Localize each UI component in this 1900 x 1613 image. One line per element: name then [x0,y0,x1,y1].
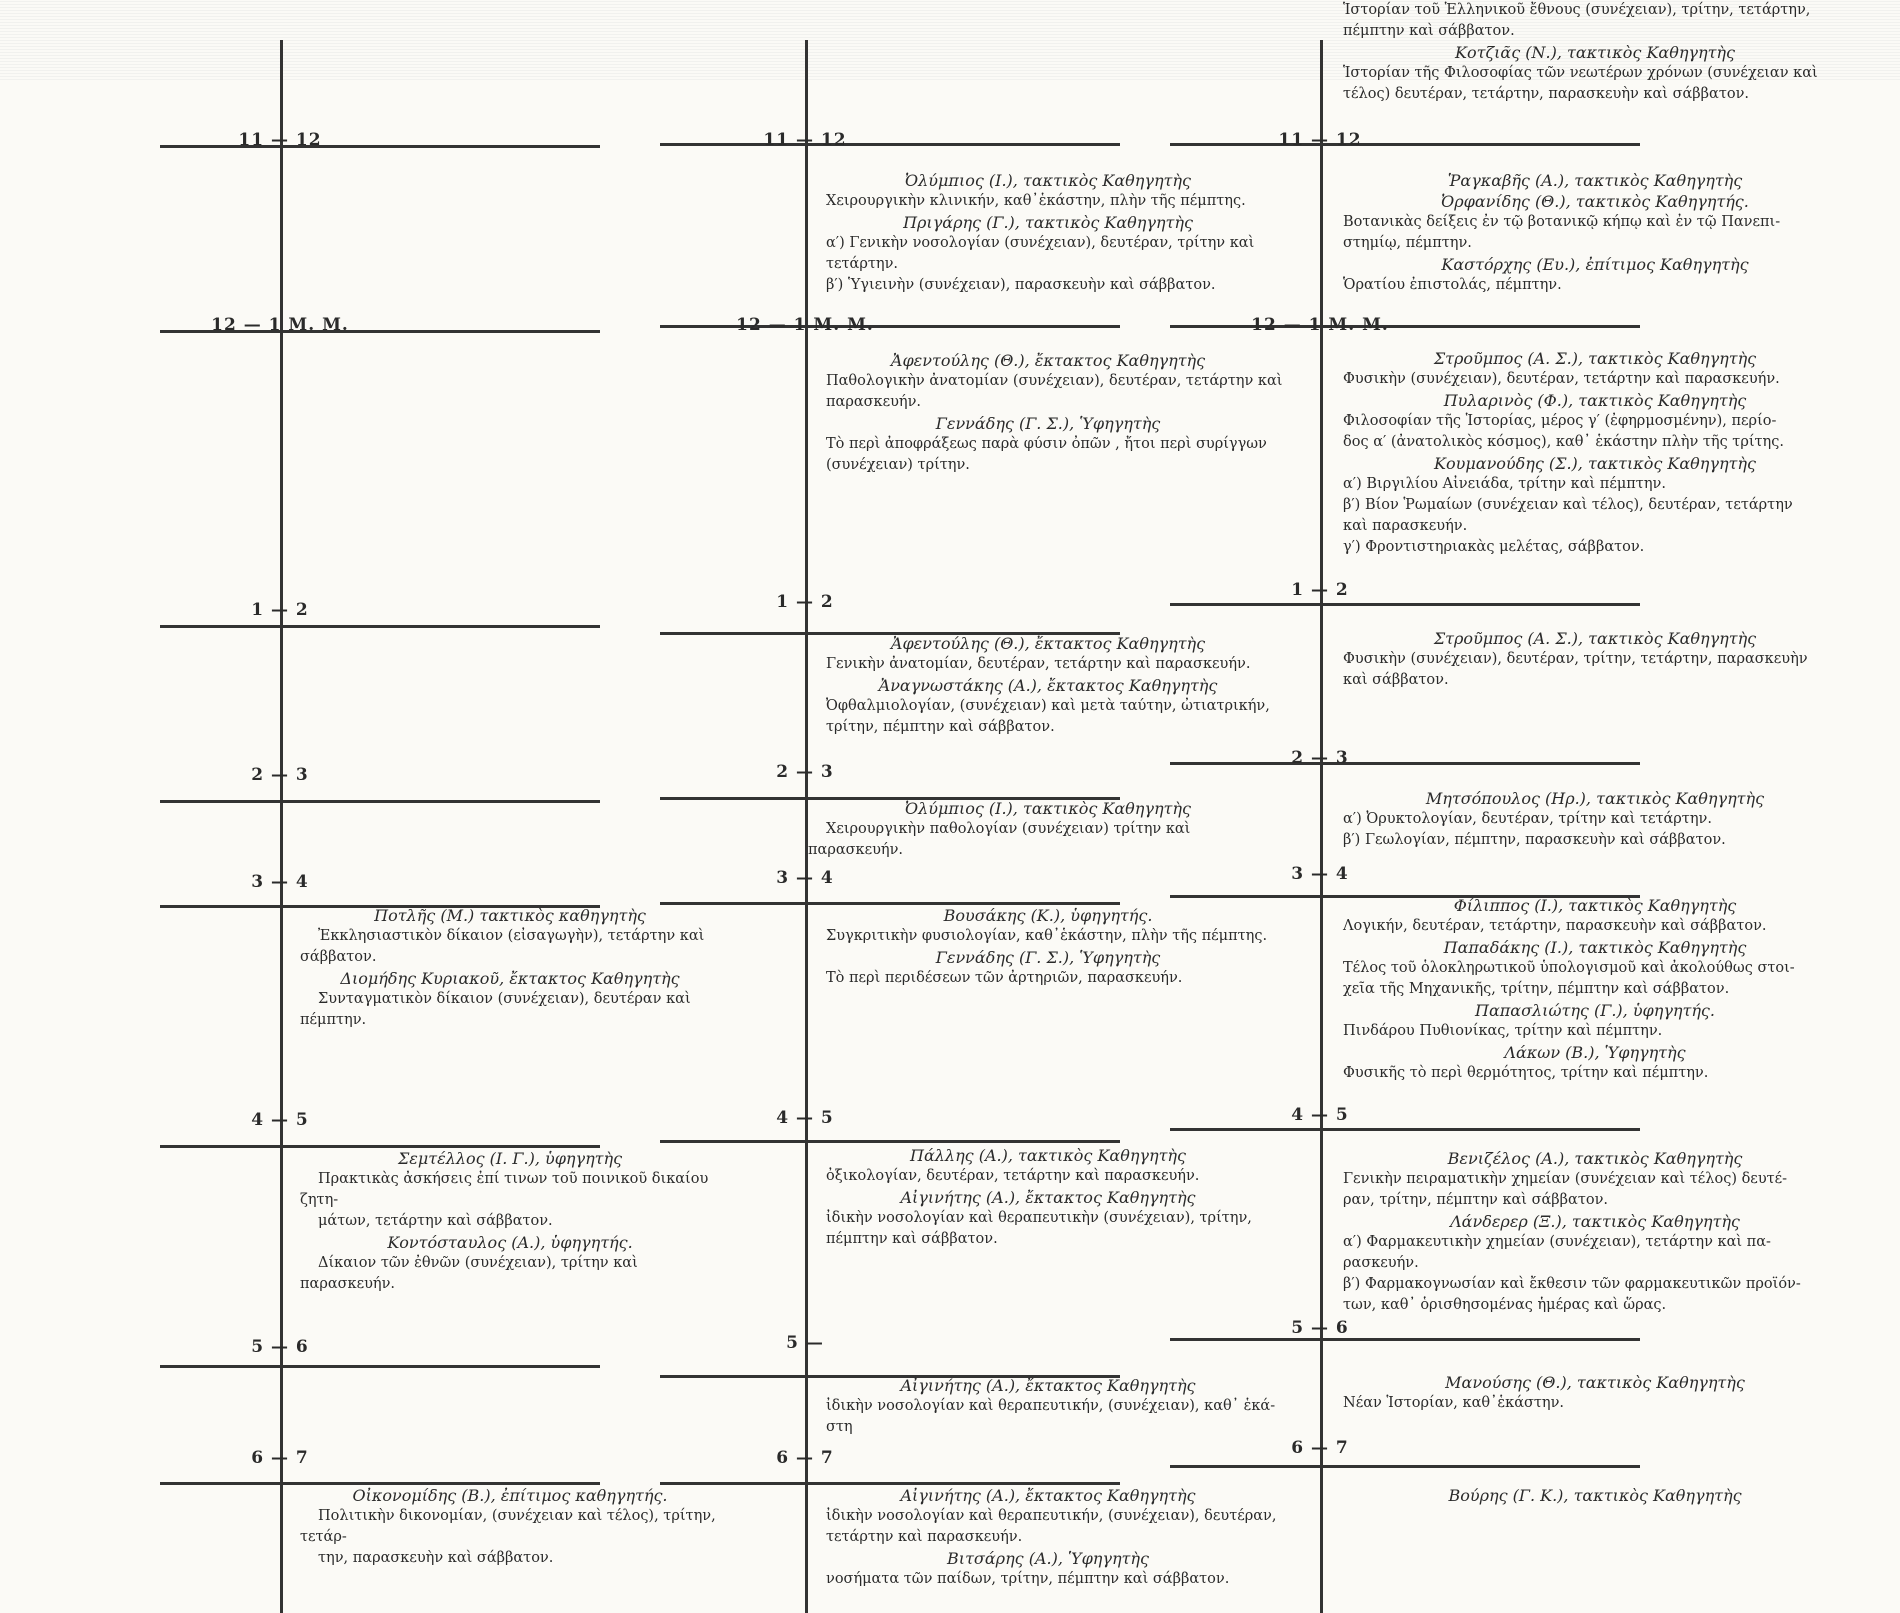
time-slot-label: 3 — 4 [1291,864,1349,884]
schedule-cell [808,1145,1288,1250]
professor-name: Ὀρφανίδης (Θ.), τακτικὸς Καθηγητής. [1441,192,1749,211]
course-line: πέμπτην καὶ σάββατον. [1343,23,1515,39]
schedule-cell [1325,1485,1865,1506]
professor-name: Λάκων (Β.), Ὑφηγητὴς [1504,1043,1686,1062]
slot-separator [160,800,600,803]
time-slot-label: 1 — 2 [1291,580,1349,600]
professor-name: Ποτλῆς (Μ.) τακτικὸς καθηγητὴς [374,906,646,925]
course-line: νοσήματα τῶν παίδων, τρίτην, πέμπτην καὶ σάββατον. [826,1571,1230,1587]
course-line: τρίτην, πέμπτην καὶ σάββατον. [826,719,1055,735]
course-line: μάτων, τετάρτην καὶ σάββατον. [318,1213,553,1229]
professor-name: Μανούσης (Θ.), τακτικὸς Καθηγητὴς [1445,1373,1745,1392]
course-line: α′) Βιργιλίου Αἰνειάδα, τρίτην καὶ πέμπτην. [1343,476,1666,492]
course-line: Φυσικὴν (συνέχειαν), δευτέραν, τετάρτην καὶ παρασκευήν. [1343,371,1780,387]
time-slot-label: 2 — 3 [251,765,309,785]
professor-name: Βουσάκης (Κ.), ὑφηγητής. [943,906,1153,925]
time-slot-label: 1 — 2 [251,600,309,620]
professor-name: Πάλλης (Α.), τακτικὸς Καθηγητὴς [910,1146,1186,1165]
course-line: ρασκευήν. [1343,1255,1419,1271]
course-line: δος α′ (ἀνατολικὸς κόσμος), καθ᾽ ἑκάστην πλὴν τῆς τρίτης. [1343,434,1784,450]
professor-name: Παπαδάκης (Ι.), τακτικὸς Καθηγητὴς [1443,938,1747,957]
schedule-cell [808,798,1288,861]
professor-name: Γεννάδης (Γ. Σ.), Ὑφηγητὴς [935,948,1161,967]
course-line: των, καθ᾽ ὁρισθησομένας ἡμέρας καὶ ὥρας. [1343,1297,1667,1313]
time-slot-label: 6 — 7 [1291,1438,1349,1458]
course-line: β′) Βίον Ῥωμαίων (συνέχειαν καὶ τέλος), δευτέραν, τετάρτην [1343,497,1793,513]
schedule-cell [300,1485,720,1569]
course-line: τετάρτην καὶ παρασκευήν. [826,1529,1023,1545]
schedule-cell [300,1148,720,1295]
professor-name: Μητσόπουλος (Ηρ.), τακτικὸς Καθηγητὴς [1425,789,1765,808]
time-slot-label: 6 — 7 [251,1448,309,1468]
professor-name: Γεννάδης (Γ. Σ.), Ὑφηγητὴς [935,414,1161,433]
course-line: τετάρτην. [826,256,899,272]
course-line: Φιλοσοφίαν τῆς Ἱστορίας, μέρος γ′ (ἐφηρμοσμένην), περίο- [1343,413,1777,429]
time-slot-label: 12 — 1 Μ. Μ. [211,315,349,335]
professor-name: Ὀλύμπιος (Ι.), τακτικὸς Καθηγητὴς [905,799,1191,818]
slot-separator [660,1140,1120,1143]
course-line: ἰδικὴν νοσολογίαν καὶ θεραπευτικὴν (συνέχειαν), τρίτην, [826,1210,1252,1226]
time-slot-label: 3 — 4 [251,872,309,892]
time-slot-label: 4 — 5 [776,1108,834,1128]
professor-name: Πριγάρης (Γ.), τακτικὸς Καθηγητὴς [903,213,1193,232]
professor-name: Κοτζιᾶς (Ν.), τακτικὸς Καθηγητὴς [1455,43,1735,62]
time-slot-label: 5 — 6 [251,1337,309,1357]
slot-separator [160,1365,600,1368]
professor-name: Καστόρχης (Ευ.), ἐπίτιμος Καθηγητὴς [1441,255,1749,274]
professor-name: Οἰκονομίδης (Β.), ἐπίτιμος καθηγητής. [352,1486,668,1505]
time-slot-label: 4 — 5 [251,1110,309,1130]
course-line: Ἱστορίαν τοῦ Ἑλληνικοῦ ἔθνους (συνέχειαν), τρίτην, τετάρτην, [1343,2,1811,18]
course-line: ἰδικὴν νοσολογίαν καὶ θεραπευτικήν, (συνέχειαν), καθ᾽ ἑκά- [826,1398,1276,1414]
course-line: τέλος) δευτέραν, τετάρτην, παρασκευὴν καὶ σάββατον. [1343,86,1749,102]
course-line: Βοτανικὰς δείξεις ἐν τῷ βοτανικῷ κήπῳ καὶ ἐν τῷ Πανεπι- [1343,214,1781,230]
course-line: στη [826,1419,853,1435]
professor-name: Βούρης (Γ. Κ.), τακτικὸς Καθηγητὴς [1448,1486,1742,1505]
professor-name: Αἰγινήτης (Α.), ἔκτακτος Καθηγητὴς [900,1188,1196,1207]
schedule-cell [1325,348,1865,558]
professor-name: Κοντόσταυλος (Α.), ὑφηγητής. [387,1233,633,1252]
professor-name: Ἀναγνωστάκης (Α.), ἔκτακτος Καθηγητὴς [878,676,1218,695]
course-line: παρασκευήν. [826,394,922,410]
course-line: Γενικὴν πειραματικὴν χημείαν (συνέχειαν καὶ τέλος) δευτέ- [1343,1171,1788,1187]
time-slot-label: 12 — 1 Μ. Μ. [1251,315,1389,335]
slot-separator [1170,603,1640,606]
slot-separator [1170,1465,1640,1468]
column-spine [1320,40,1323,1613]
course-line: (συνέχειαν) τρίτην. [826,457,970,473]
course-line: Πολιτικὴν δικονομίαν, (συνέχειαν καὶ τέλος), τρίτην, τετάρ- [300,1508,716,1545]
course-line: α′) Γενικὴν νοσολογίαν (συνέχειαν), δευτέραν, τρίτην καὶ [826,235,1255,251]
schedule-cell [1325,0,1865,105]
time-slot-label: 4 — 5 [1291,1105,1349,1125]
professor-name: Βενιζέλος (Α.), τακτικὸς Καθηγητὴς [1447,1149,1743,1168]
time-slot-label: 2 — 3 [776,762,834,782]
course-line: Γενικὴν ἀνατομίαν, δευτέραν, τετάρτην καὶ παρασκευήν. [826,656,1251,672]
course-line: στημίῳ, πέμπτην. [1343,235,1472,251]
professor-name: Ἀφεντούλης (Θ.), ἔκτακτος Καθηγητὴς [890,351,1206,370]
course-line: Παθολογικὴν ἀνατομίαν (συνέχειαν), δευτέραν, τετάρτην καὶ [826,373,1283,389]
course-line: β′) Γεωλογίαν, πέμπτην, παρασκευὴν καὶ σάββατον. [1343,832,1726,848]
course-line: β′) Φαρμακογνωσίαν καὶ ἔκθεσιν τῶν φαρμακευτικῶν προϊόν- [1343,1276,1801,1292]
course-line: Πινδάρου Πυθιονίκας, τρίτην καὶ πέμπτην. [1343,1023,1663,1039]
course-line: Ὀφθαλμιολογίαν, (συνέχειαν) καὶ μετὰ ταύτην, ὠτιατρικήν, [826,698,1270,714]
course-line: Δίκαιον τῶν ἐθνῶν (συνέχειαν), τρίτην καὶ παρασκευήν. [300,1255,638,1292]
professor-name: Ῥαγκαβῆς (Α.), τακτικὸς Καθηγητὴς [1447,171,1743,190]
slot-separator [160,625,600,628]
course-line: Τέλος τοῦ ὁλοκληρωτικοῦ ὑπολογισμοῦ καὶ ἀκολούθως στοι- [1343,960,1795,976]
course-line: Νέαν Ἱστορίαν, καθ᾽ἑκάστην. [1343,1395,1565,1411]
course-line: Τὸ περὶ ἀποφράξεως παρὰ φύσιν ὀπῶν , ἤτοι περὶ συρίγγων [826,436,1267,452]
professor-name: Λάνδερερ (Ξ.), τακτικὸς Καθηγητὴς [1450,1212,1740,1231]
schedule-cell [808,1485,1288,1590]
professor-name: Πυλαρινὸς (Φ.), τακτικὸς Καθηγητὴς [1443,391,1747,410]
course-line: ὀξικολογίαν, δευτέραν, τετάρτην καὶ παρασκευήν. [826,1168,1200,1184]
time-slot-label: 11 — 12 [763,130,847,150]
course-line: Πρακτικὰς ἀσκήσεις ἐπί τινων τοῦ ποινικοῦ δικαίου ζητη- [300,1171,709,1208]
course-line: α′) Ὀρυκτολογίαν, δευτέραν, τρίτην καὶ τετάρτην. [1343,811,1712,827]
professor-name: Στροῦμπος (Α. Σ.), τακτικὸς Καθηγητὴς [1433,349,1757,368]
professor-name: Ἀφεντούλης (Θ.), ἔκτακτος Καθηγητὴς [890,634,1206,653]
schedule-cell [1325,170,1865,296]
time-slot-label: 2 — 3 [1291,748,1349,768]
schedule-cell [300,905,720,1031]
schedule-cell [808,170,1288,296]
professor-name: Φίλιππος (Ι.), τακτικὸς Καθηγητὴς [1453,896,1737,915]
schedule-cell [1325,1372,1865,1414]
course-line: γ′) Φροντιστηριακὰς μελέτας, σάββατον. [1343,539,1645,555]
professor-name: Στροῦμπος (Α. Σ.), τακτικὸς Καθηγητὴς [1433,629,1757,648]
professor-name: Σεμτέλλος (Ι. Γ.), ὑφηγητὴς [397,1149,623,1168]
course-line: Συνταγματικὸν δίκαιον (συνέχειαν), δευτέραν καὶ πέμπτην. [300,991,691,1028]
slot-separator [1170,1128,1640,1131]
course-line: Ὁρατίου ἐπιστολάς, πέμπτην. [1343,277,1562,293]
course-line: ραν, τρίτην, πέμπτην καὶ σάββατον. [1343,1192,1609,1208]
course-line: α′) Φαρμακευτικὴν χημείαν (συνέχειαν), τετάρτην καὶ πα- [1343,1234,1771,1250]
course-line: ἰδικὴν νοσολογίαν καὶ θεραπευτικήν, (συνέχειαν), δευτέραν, [826,1508,1277,1524]
schedule-cell [1325,1148,1865,1316]
schedule-cell [1325,895,1865,1084]
course-line: Ἐκκλησιαστικὸν δίκαιον (εἰσαγωγὴν), τετάρτην καὶ σάββατον. [300,928,705,965]
course-line: Τὸ περὶ περιδέσεων τῶν ἀρτηριῶν, παρασκευήν. [826,970,1183,986]
course-line: την, παρασκευὴν καὶ σάββατον. [318,1550,554,1566]
course-line: β′) Ὑγιεινὴν (συνέχειαν), παρασκευὴν καὶ σάββατον. [826,277,1216,293]
professor-name: Ὀλύμπιος (Ι.), τακτικὸς Καθηγητὴς [905,171,1191,190]
course-line: καὶ σάββατον. [1343,672,1449,688]
time-slot-label: 1 — 2 [776,592,834,612]
professor-name: Αἰγινήτης (Α.), ἔκτακτος Καθηγητὴς [900,1376,1196,1395]
time-slot-label: 6 — 7 [776,1448,834,1468]
schedule-cell [808,633,1288,738]
course-line: Φυσικῆς τὸ περὶ θερμότητος, τρίτην καὶ πέμπτην. [1343,1065,1709,1081]
slot-separator [1170,1338,1640,1341]
time-slot-label: 11 — 12 [1278,130,1362,150]
time-slot-label: 12 — 1 Μ. Μ. [736,315,874,335]
course-line: Συγκριτικὴν φυσιολογίαν, καθ᾽ἑκάστην, πλὴν τῆς πέμπτης. [826,928,1268,944]
time-slot-label: 5 — [786,1333,824,1353]
schedule-cell [808,905,1288,989]
schedule-cell [1325,788,1865,851]
course-line: καὶ παρασκευήν. [1343,518,1468,534]
time-slot-label: 3 — 4 [776,868,834,888]
time-slot-label: 11 — 12 [238,130,322,150]
time-slot-label: 5 — 6 [1291,1318,1349,1338]
professor-name: Παπασλιώτης (Γ.), ὑφηγητής. [1475,1001,1715,1020]
course-line: Χειρουργικὴν παθολογίαν (συνέχειαν) τρίτην καὶ παρασκευήν. [808,821,1191,858]
professor-name: Βιτσάρης (Α.), Ὑφηγητὴς [947,1549,1149,1568]
course-line: Χειρουργικὴν κλινικήν, καθ᾽ἑκάστην, πλὴν τῆς πέμπτης. [826,193,1246,209]
schedule-cell [808,350,1288,476]
column-spine [280,40,283,1613]
professor-name: Κουμανούδης (Σ.), τακτικὸς Καθηγητὴς [1434,454,1756,473]
schedule-cell [1325,628,1865,691]
course-line: Ἱστορίαν τῆς Φιλοσοφίας τῶν νεωτέρων χρόνων (συνέχειαν καὶ [1343,65,1818,81]
course-line: χεῖα τῆς Μηχανικῆς, τρίτην, πέμπτην καὶ σάββατον. [1343,981,1730,997]
course-line: Λογικήν, δευτέραν, τετάρτην, παρασκευὴν καὶ σάββατον. [1343,918,1767,934]
schedule-cell [808,1375,1288,1438]
professor-name: Διομήδης Κυριακοῦ, ἔκτακτος Καθηγητὴς [340,969,680,988]
course-line: Φυσικὴν (συνέχειαν), δευτέραν, τρίτην, τετάρτην, παρασκευὴν [1343,651,1808,667]
professor-name: Αἰγινήτης (Α.), ἔκτακτος Καθηγητὴς [900,1486,1196,1505]
course-line: πέμπτην καὶ σάββατον. [826,1231,998,1247]
